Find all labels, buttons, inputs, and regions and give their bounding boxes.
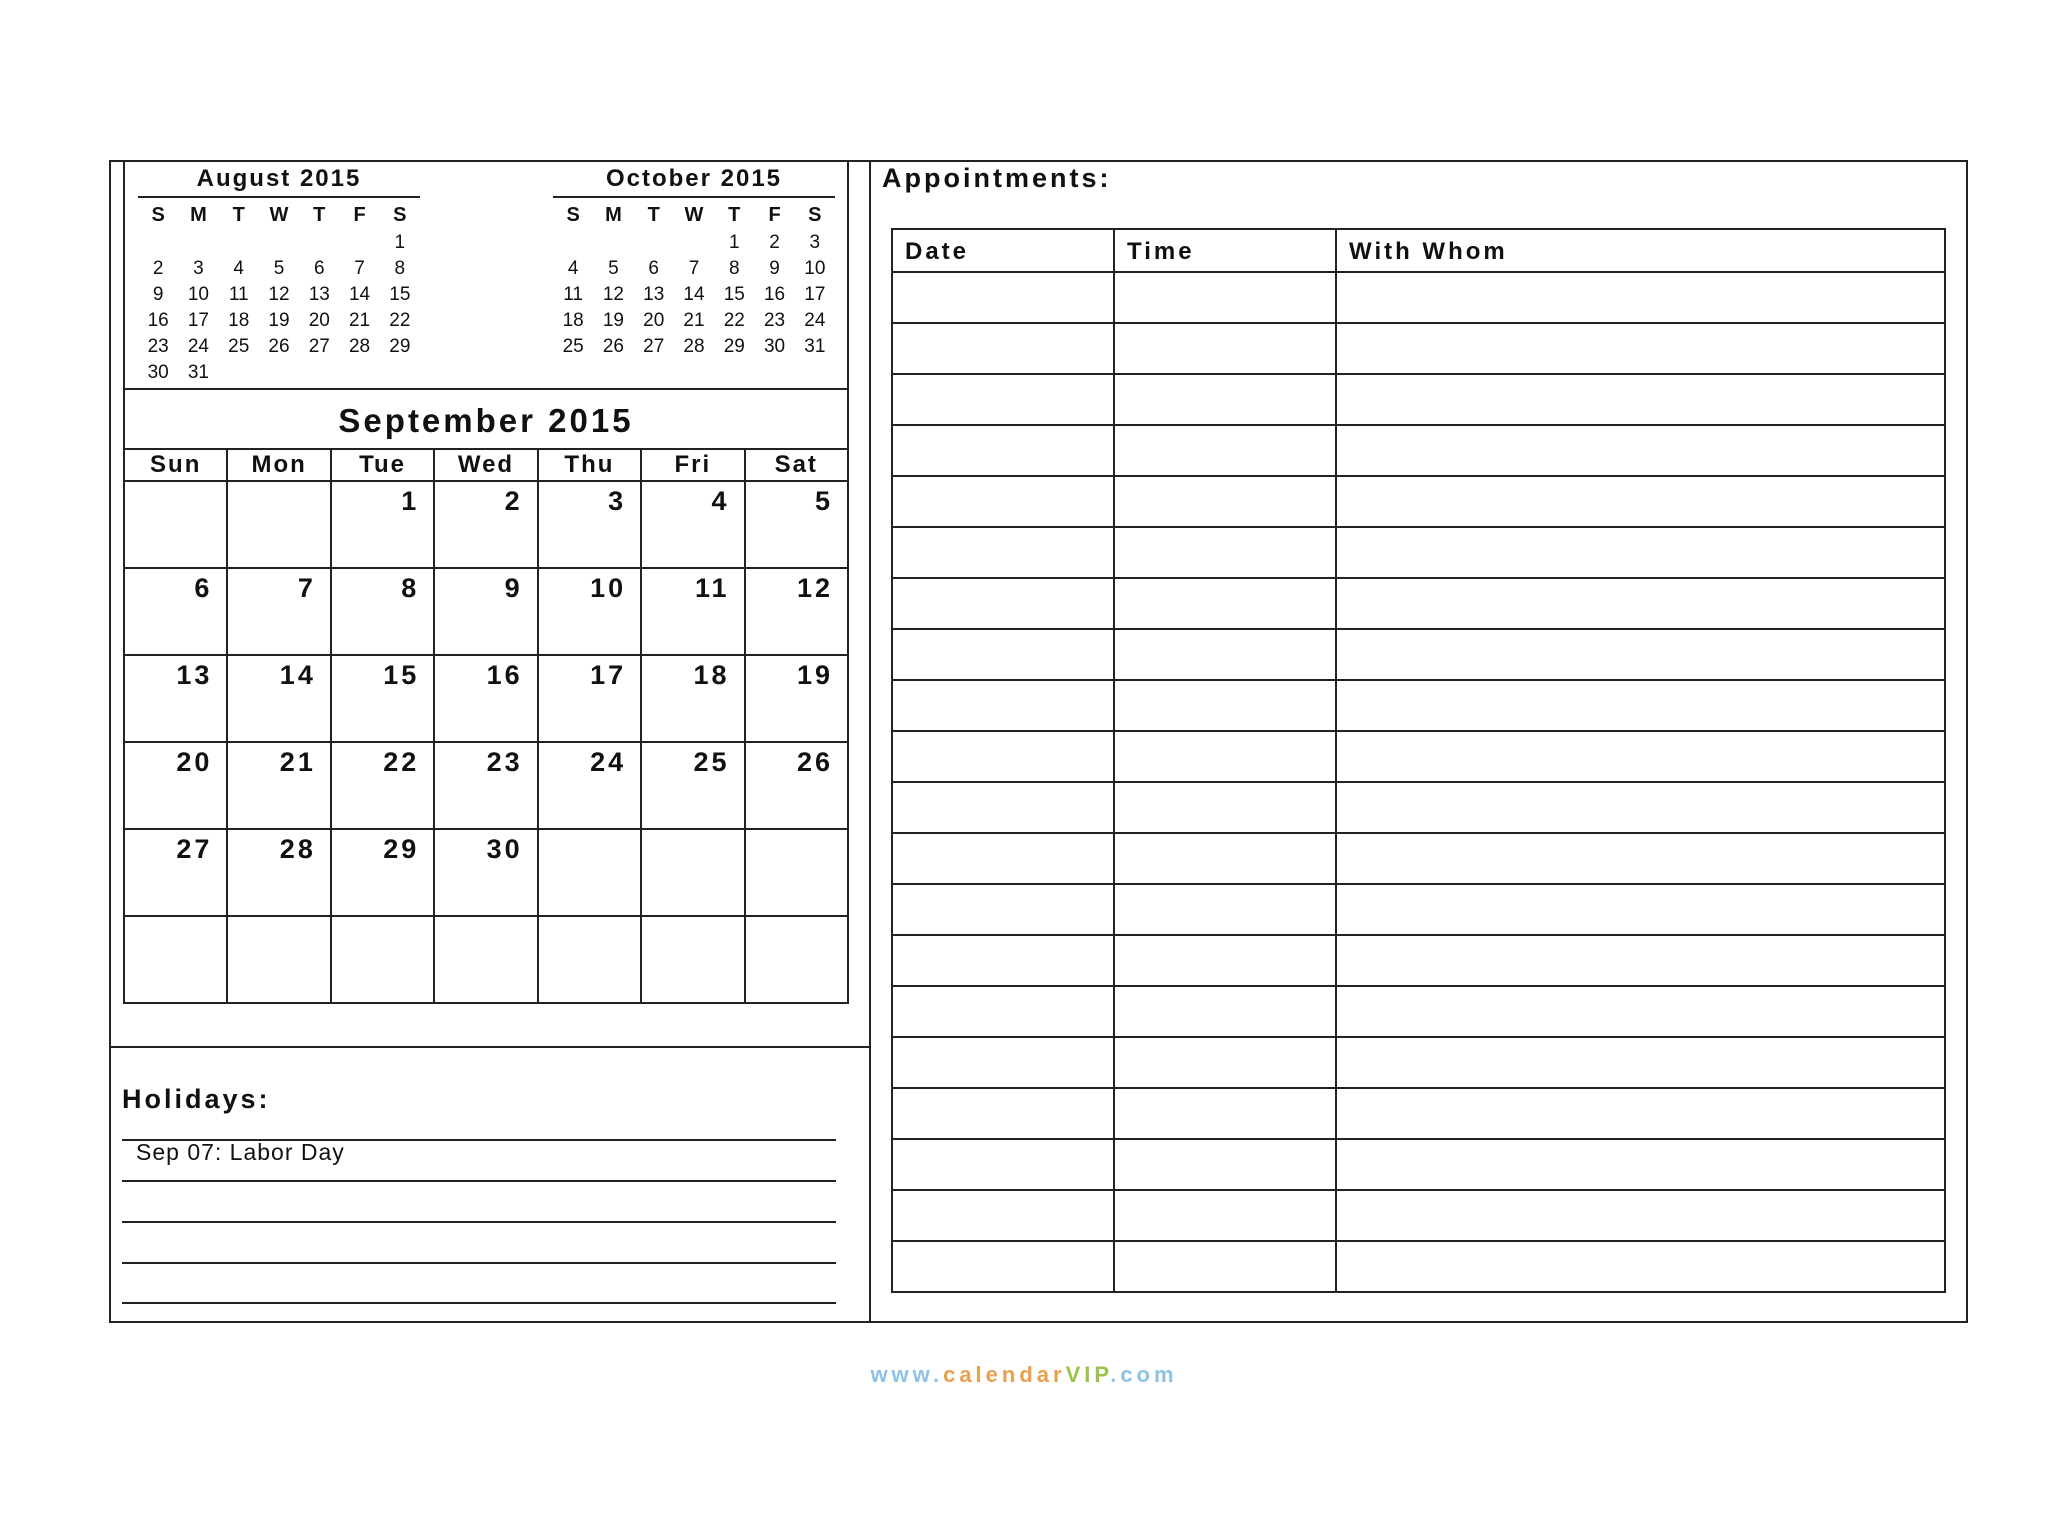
mini-day-cell: 29 xyxy=(723,336,745,357)
appointment-row xyxy=(892,833,1945,884)
day-name-header: Wed xyxy=(434,449,537,481)
footer-url-part: calendar xyxy=(943,1362,1066,1387)
mini-day-cell: 16 xyxy=(147,310,169,331)
mini-day-cell xyxy=(299,230,339,256)
appointment-row xyxy=(892,374,1945,425)
mini-day-cell: 30 xyxy=(147,362,169,383)
day-cell[interactable]: 1 xyxy=(331,481,434,568)
date-cell[interactable] xyxy=(892,680,1114,731)
day-cell[interactable]: 30 xyxy=(434,829,537,916)
holiday-divider xyxy=(109,1046,871,1048)
week-row xyxy=(124,568,848,655)
mini-day-cell: 9 xyxy=(769,258,780,279)
mini-day-cell xyxy=(178,230,218,256)
day-cell[interactable]: 7 xyxy=(227,568,330,655)
appointment-row xyxy=(892,782,1945,833)
appointment-row xyxy=(892,1241,1945,1292)
with-whom-cell[interactable] xyxy=(1336,884,1945,935)
mini-day-cell: 19 xyxy=(602,310,624,331)
mini-day-cell: 31 xyxy=(187,362,209,383)
day-cell[interactable]: 22 xyxy=(331,742,434,829)
mini-day-cell xyxy=(259,230,299,256)
time-cell[interactable] xyxy=(1114,272,1336,323)
mini-day-cell: 10 xyxy=(187,284,209,305)
mini-day-name: M xyxy=(190,204,207,226)
day-cell[interactable]: 16 xyxy=(434,655,537,742)
footer-url[interactable] xyxy=(0,1362,2048,1388)
mini-day-cell: 9 xyxy=(152,284,164,305)
day-cell[interactable]: 14 xyxy=(227,655,330,742)
mini-day-cell: 4 xyxy=(233,258,244,279)
mini-day-cell: 28 xyxy=(348,336,371,357)
mini-day-cell: 11 xyxy=(563,284,583,305)
mini-day-cell: 24 xyxy=(187,336,209,357)
appointment-row xyxy=(892,527,1945,578)
mini-day-cell xyxy=(553,230,593,256)
mini-day-cell: 24 xyxy=(804,310,826,331)
mini-day-name: F xyxy=(768,204,781,226)
day-cell[interactable]: 18 xyxy=(641,655,744,742)
mini-calendar-title: October 2015 xyxy=(553,162,835,198)
time-cell[interactable] xyxy=(1114,425,1336,476)
mini-day-name: S xyxy=(393,204,407,226)
mini-day-cell: 26 xyxy=(268,336,290,357)
mini-day-cell xyxy=(339,230,379,256)
time-cell[interactable] xyxy=(1114,1139,1336,1190)
mini-day-cell: 14 xyxy=(348,284,371,305)
time-cell[interactable] xyxy=(1114,527,1336,578)
mini-day-cell: 23 xyxy=(147,336,169,357)
day-cell[interactable] xyxy=(124,481,227,568)
day-cell[interactable] xyxy=(745,916,848,1003)
date-cell[interactable] xyxy=(892,833,1114,884)
mini-day-cell: 8 xyxy=(728,258,740,279)
mini-day-name: S xyxy=(151,204,165,226)
mini-day-name: T xyxy=(232,204,245,226)
with-whom-cell[interactable] xyxy=(1336,629,1945,680)
appointments-title: Appointments: xyxy=(882,163,1112,193)
mini-day-cell: 22 xyxy=(723,310,745,331)
holiday-item: Sep 07: Labor Day xyxy=(136,1139,345,1165)
with-whom-cell[interactable] xyxy=(1336,476,1945,527)
with-whom-cell[interactable] xyxy=(1336,323,1945,374)
appointment-row xyxy=(892,425,1945,476)
mini-day-cell: 17 xyxy=(187,310,209,331)
day-cell[interactable]: 20 xyxy=(124,742,227,829)
date-cell[interactable] xyxy=(892,527,1114,578)
week-row xyxy=(124,655,848,742)
time-cell[interactable] xyxy=(1114,578,1336,629)
date-cell[interactable] xyxy=(892,374,1114,425)
mini-day-cell xyxy=(299,360,339,386)
day-cell[interactable]: 21 xyxy=(227,742,330,829)
day-cell[interactable]: 19 xyxy=(745,655,848,742)
mini-day-name: M xyxy=(605,204,622,226)
day-cell[interactable]: 12 xyxy=(745,568,848,655)
mini-day-cell: 15 xyxy=(723,284,745,305)
appointment-row xyxy=(892,629,1945,680)
with-whom-cell[interactable] xyxy=(1336,680,1945,731)
day-name-header: Sun xyxy=(124,449,227,481)
main-calendar-title: September 2015 xyxy=(123,390,849,448)
day-cell[interactable]: 4 xyxy=(641,481,744,568)
mini-day-cell: 1 xyxy=(394,232,406,253)
day-cell[interactable]: 6 xyxy=(124,568,227,655)
with-whom-cell[interactable] xyxy=(1336,374,1945,425)
day-cell[interactable]: 8 xyxy=(331,568,434,655)
with-whom-cell[interactable] xyxy=(1336,527,1945,578)
mini-day-cell: 13 xyxy=(308,284,330,305)
date-cell[interactable] xyxy=(892,476,1114,527)
main-calendar xyxy=(123,390,849,1004)
mini-day-cell: 4 xyxy=(567,258,579,279)
mini-day-name: T xyxy=(313,204,326,226)
day-cell[interactable]: 26 xyxy=(745,742,848,829)
mini-day-cell xyxy=(339,360,379,386)
week-row xyxy=(124,916,848,1003)
mini-day-cell: 19 xyxy=(268,310,290,331)
mini-day-name: W xyxy=(684,204,704,226)
day-name-header: Fri xyxy=(641,449,744,481)
appointment-row xyxy=(892,1037,1945,1088)
mini-day-cell: 8 xyxy=(394,258,406,279)
with-whom-cell[interactable] xyxy=(1336,1037,1945,1088)
time-cell[interactable] xyxy=(1114,833,1336,884)
holiday-line xyxy=(122,1221,836,1223)
date-cell[interactable] xyxy=(892,578,1114,629)
time-cell[interactable] xyxy=(1114,1037,1336,1088)
date-cell[interactable] xyxy=(892,629,1114,680)
mini-day-cell xyxy=(259,360,299,386)
mini-day-cell: 13 xyxy=(643,284,665,305)
mini-calendar-august xyxy=(138,162,420,386)
day-cell[interactable] xyxy=(641,916,744,1003)
time-cell[interactable] xyxy=(1114,323,1336,374)
mini-day-cell: 5 xyxy=(608,258,619,279)
mini-day-cell: 7 xyxy=(354,258,365,279)
column-header-time: Time xyxy=(1114,229,1336,272)
appointments-table xyxy=(891,228,1946,1293)
mini-day-cell: 7 xyxy=(688,258,700,279)
day-cell[interactable]: 3 xyxy=(538,481,641,568)
mini-calendar-october xyxy=(553,162,835,360)
day-name-header: Sat xyxy=(745,449,848,481)
appointment-row xyxy=(892,323,1945,374)
mini-day-cell xyxy=(138,230,178,256)
appointment-row xyxy=(892,935,1945,986)
mini-day-cell: 12 xyxy=(602,284,624,305)
day-cell[interactable]: 23 xyxy=(434,742,537,829)
appointment-row xyxy=(892,731,1945,782)
mini-day-cell: 20 xyxy=(308,310,330,331)
mini-day-cell: 5 xyxy=(273,258,285,279)
mini-day-cell: 6 xyxy=(313,258,325,279)
mini-day-cell xyxy=(674,230,714,256)
mini-day-cell: 3 xyxy=(193,258,204,279)
appointment-row xyxy=(892,1190,1945,1241)
day-name-row xyxy=(124,449,848,481)
mini-day-name: W xyxy=(269,204,289,226)
mini-day-cell: 27 xyxy=(308,336,330,357)
mini-day-cell: 10 xyxy=(804,258,826,279)
day-cell[interactable] xyxy=(124,916,227,1003)
mini-day-cell: 12 xyxy=(268,284,290,305)
mini-day-cell: 23 xyxy=(763,310,786,331)
mini-day-cell: 20 xyxy=(643,310,665,331)
day-cell[interactable]: 5 xyxy=(745,481,848,568)
mini-day-name: S xyxy=(808,204,822,226)
mini-day-cell: 30 xyxy=(763,336,786,357)
footer-url-part: VIP xyxy=(1065,1362,1111,1387)
date-cell[interactable] xyxy=(892,1241,1114,1292)
appointments-header-row xyxy=(892,229,1945,272)
day-cell[interactable] xyxy=(538,829,641,916)
appointment-row xyxy=(892,476,1945,527)
day-cell[interactable] xyxy=(641,829,744,916)
mini-day-cell xyxy=(380,360,420,386)
time-cell[interactable] xyxy=(1114,1241,1336,1292)
mini-day-cell: 27 xyxy=(643,336,665,357)
with-whom-cell[interactable] xyxy=(1336,731,1945,782)
day-cell[interactable]: 2 xyxy=(434,481,537,568)
mini-day-cell: 18 xyxy=(228,310,250,331)
mini-day-cell: 2 xyxy=(152,258,164,279)
time-cell[interactable] xyxy=(1114,986,1336,1037)
day-cell[interactable]: 9 xyxy=(434,568,537,655)
mini-day-cell: 11 xyxy=(228,284,249,305)
mini-calendar-grid xyxy=(138,198,420,386)
mini-day-cell: 14 xyxy=(683,284,705,305)
mini-day-cell: 6 xyxy=(648,258,659,279)
mini-day-name: S xyxy=(566,204,580,226)
with-whom-cell[interactable] xyxy=(1336,1139,1945,1190)
holiday-line xyxy=(122,1180,836,1182)
footer-url-part: .com xyxy=(1110,1362,1178,1387)
with-whom-cell[interactable] xyxy=(1336,1190,1945,1241)
date-cell[interactable] xyxy=(892,323,1114,374)
appointment-row xyxy=(892,680,1945,731)
with-whom-cell[interactable] xyxy=(1336,986,1945,1037)
day-name-header: Mon xyxy=(227,449,330,481)
date-cell[interactable] xyxy=(892,986,1114,1037)
appointment-row xyxy=(892,272,1945,323)
day-cell[interactable]: 25 xyxy=(641,742,744,829)
time-cell[interactable] xyxy=(1114,1190,1336,1241)
mini-day-name: T xyxy=(728,204,741,226)
day-cell[interactable]: 15 xyxy=(331,655,434,742)
mini-day-cell: 17 xyxy=(804,284,826,305)
with-whom-cell[interactable] xyxy=(1336,272,1945,323)
date-cell[interactable] xyxy=(892,782,1114,833)
holiday-line xyxy=(122,1302,836,1304)
column-header-with-whom: With Whom xyxy=(1336,229,1945,272)
column-header-date: Date xyxy=(892,229,1114,272)
time-cell[interactable] xyxy=(1114,782,1336,833)
date-cell[interactable] xyxy=(892,935,1114,986)
day-cell[interactable] xyxy=(745,829,848,916)
mini-calendar-grid xyxy=(553,198,835,360)
footer-url-part: www. xyxy=(870,1362,944,1387)
week-row xyxy=(124,742,848,829)
date-cell[interactable] xyxy=(892,731,1114,782)
week-row xyxy=(124,481,848,568)
date-cell[interactable] xyxy=(892,1139,1114,1190)
column-divider xyxy=(869,160,871,1323)
with-whom-cell[interactable] xyxy=(1336,782,1945,833)
time-cell[interactable] xyxy=(1114,374,1336,425)
mini-day-cell: 3 xyxy=(809,232,821,253)
main-calendar-grid xyxy=(123,448,849,1004)
day-cell[interactable] xyxy=(331,916,434,1003)
week-row xyxy=(124,829,848,916)
appointment-row xyxy=(892,986,1945,1037)
with-whom-cell[interactable] xyxy=(1336,935,1945,986)
day-cell[interactable]: 28 xyxy=(227,829,330,916)
date-cell[interactable] xyxy=(892,272,1114,323)
mini-day-cell: 16 xyxy=(763,284,786,305)
mini-day-name: F xyxy=(353,204,366,226)
mini-day-cell: 21 xyxy=(683,310,705,331)
mini-day-cell xyxy=(219,230,259,256)
time-cell[interactable] xyxy=(1114,935,1336,986)
date-cell[interactable] xyxy=(892,1190,1114,1241)
with-whom-cell[interactable] xyxy=(1336,578,1945,629)
time-cell[interactable] xyxy=(1114,1088,1336,1139)
holidays-title: Holidays: xyxy=(122,1084,271,1114)
mini-day-cell: 25 xyxy=(228,336,250,357)
day-cell[interactable]: 17 xyxy=(538,655,641,742)
mini-calendar-title: August 2015 xyxy=(138,162,420,198)
day-cell[interactable]: 10 xyxy=(538,568,641,655)
day-cell[interactable]: 27 xyxy=(124,829,227,916)
day-cell[interactable] xyxy=(538,916,641,1003)
time-cell[interactable] xyxy=(1114,476,1336,527)
day-cell[interactable] xyxy=(434,916,537,1003)
mini-day-name: T xyxy=(647,204,660,226)
appointment-row xyxy=(892,1139,1945,1190)
date-cell[interactable] xyxy=(892,1088,1114,1139)
day-name-header: Tue xyxy=(331,449,434,481)
appointment-row xyxy=(892,1088,1945,1139)
mini-day-cell: 18 xyxy=(562,310,584,331)
date-cell[interactable] xyxy=(892,425,1114,476)
mini-day-cell: 15 xyxy=(389,284,411,305)
mini-day-cell xyxy=(634,230,674,256)
time-cell[interactable] xyxy=(1114,731,1336,782)
time-cell[interactable] xyxy=(1114,629,1336,680)
mini-day-cell: 2 xyxy=(769,232,780,253)
with-whom-cell[interactable] xyxy=(1336,1088,1945,1139)
mini-day-cell: 31 xyxy=(804,336,826,357)
day-name-header: Thu xyxy=(538,449,641,481)
appointment-row xyxy=(892,884,1945,935)
holiday-line xyxy=(122,1262,836,1264)
mini-day-cell: 21 xyxy=(348,310,371,331)
date-cell[interactable] xyxy=(892,884,1114,935)
day-cell[interactable]: 11 xyxy=(641,568,744,655)
date-cell[interactable] xyxy=(892,1037,1114,1088)
day-cell[interactable]: 13 xyxy=(124,655,227,742)
day-cell[interactable] xyxy=(227,481,330,568)
with-whom-cell[interactable] xyxy=(1336,833,1945,884)
appointment-row xyxy=(892,578,1945,629)
mini-day-cell: 26 xyxy=(602,336,624,357)
time-cell[interactable] xyxy=(1114,884,1336,935)
with-whom-cell[interactable] xyxy=(1336,425,1945,476)
day-cell[interactable]: 29 xyxy=(331,829,434,916)
mini-day-cell: 28 xyxy=(683,336,705,357)
mini-day-cell xyxy=(593,230,633,256)
time-cell[interactable] xyxy=(1114,680,1336,731)
day-cell[interactable]: 24 xyxy=(538,742,641,829)
mini-day-cell: 29 xyxy=(389,336,411,357)
mini-day-cell xyxy=(219,360,259,386)
mini-day-cell: 1 xyxy=(728,232,740,253)
mini-day-cell: 25 xyxy=(562,336,584,357)
mini-day-cell: 22 xyxy=(389,310,411,331)
day-cell[interactable] xyxy=(227,916,330,1003)
with-whom-cell[interactable] xyxy=(1336,1241,1945,1292)
